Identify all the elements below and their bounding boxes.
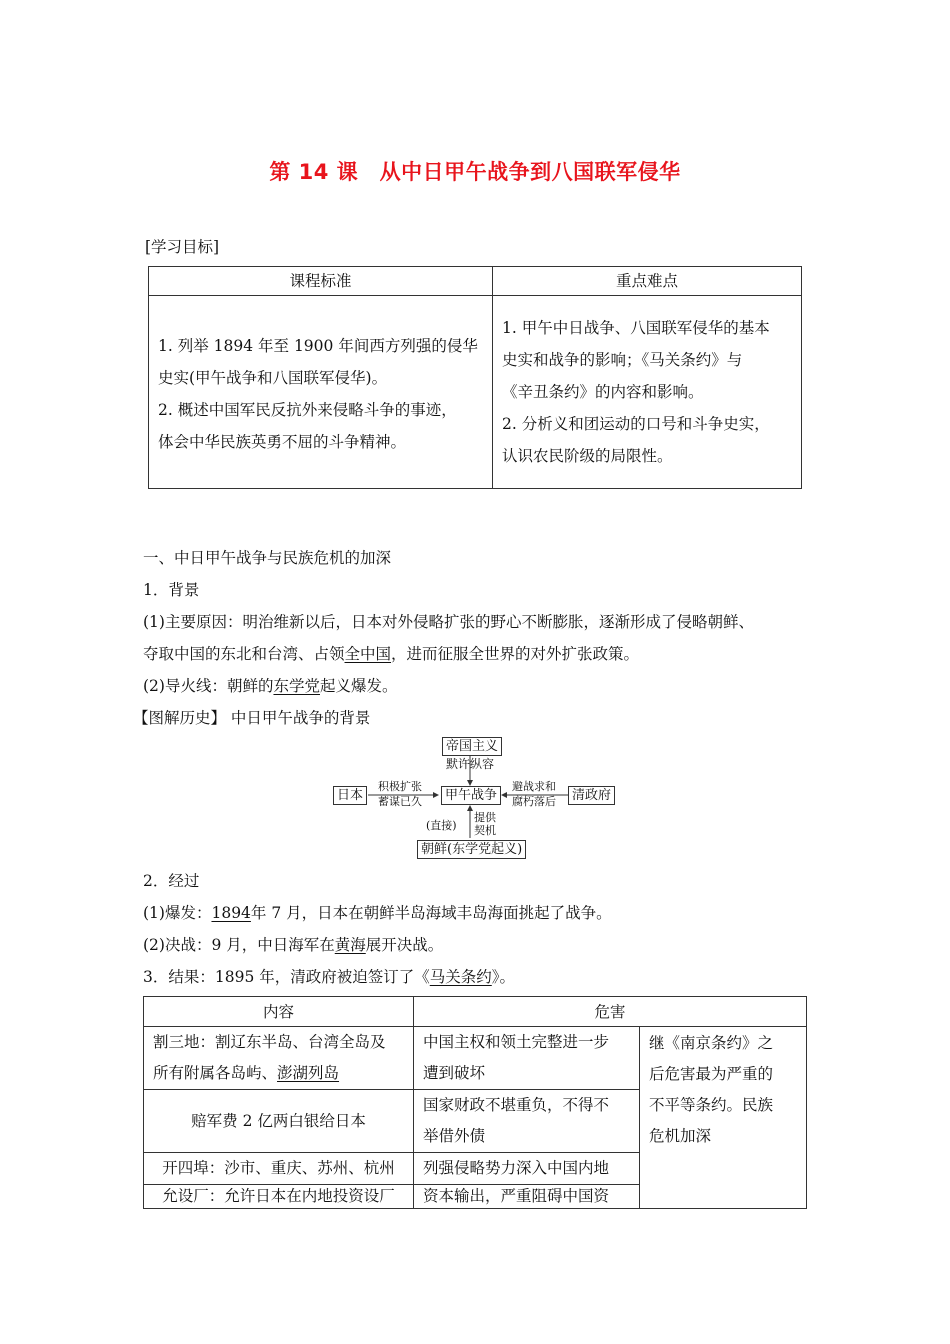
war-node: 甲午战争 bbox=[441, 786, 501, 805]
goal-line: 体会中华民族英勇不屈的斗争精神。 bbox=[158, 433, 407, 451]
main-cause-line2: 夺取中国的东北和台湾、占领全中国，进而征服全世界的对外扩张政策。 bbox=[143, 645, 640, 663]
overall-harm: 继《南京条约》之 后危害最为严重的 不平等条约。民族 危机加深 bbox=[640, 1027, 807, 1209]
curriculum-standards bbox=[149, 296, 493, 489]
japan-label1: 积极扩张 bbox=[378, 780, 422, 793]
key-line: 2. 分析义和团运动的口号和斗争史实， bbox=[502, 415, 770, 433]
main-cause-line1: (1)主要原因：明治维新以后，日本对外侵略扩张的野心不断膨胀，逐渐形成了侵略朝鲜、 bbox=[143, 613, 754, 631]
goals-col2-header: 重点难点 bbox=[493, 267, 802, 296]
section-heading: 一、中日甲午战争与民族危机的加深 bbox=[143, 549, 392, 567]
goals-col1-header: 课程标准 bbox=[149, 267, 493, 296]
goal-line: 史实(甲午战争和八国联军侵华)。 bbox=[158, 369, 388, 387]
qing-label2: 腐朽落后 bbox=[512, 795, 556, 808]
direct-label: (直接) bbox=[426, 819, 457, 832]
goal-line: 2. 概述中国军民反抗外来侵略斗争的事迹， bbox=[158, 401, 457, 419]
header-content: 内容 bbox=[144, 997, 414, 1027]
header-harm: 危害 bbox=[414, 997, 807, 1027]
treaty-row-harm: 列强侵略势力深入中国内地 bbox=[414, 1153, 640, 1185]
opportunity-label2: 契机 bbox=[474, 824, 496, 837]
goals-table bbox=[148, 266, 802, 489]
result-line: 3．结果：1895 年，清政府被迫签订了《马关条约》。 bbox=[143, 968, 516, 986]
imperialism-node: 帝国主义 bbox=[442, 737, 502, 756]
korea-node: 朝鲜(东学党起义) bbox=[417, 840, 526, 859]
treaty-row-harm: 中国主权和领土完整进一步 遭到破坏 bbox=[414, 1027, 640, 1090]
outbreak-line: (1)爆发：1894年 7 月，日本在朝鲜半岛海域丰岛海面挑起了战争。 bbox=[143, 904, 612, 922]
key-line: 史实和战争的影响；《马关条约》与 bbox=[502, 351, 743, 369]
diagram-caption: 【图解历史】 中日甲午战争的背景 bbox=[133, 709, 371, 727]
japan-node: 日本 bbox=[333, 786, 367, 805]
treaty-row-content: 开四埠：沙市、重庆、苏州、杭州 bbox=[144, 1153, 414, 1185]
key-line: 《辛丑条约》的内容和影响。 bbox=[502, 383, 704, 401]
treaty-row-harm: 资本输出，严重阻碍中国资 bbox=[414, 1185, 640, 1209]
treaty-row-harm: 国家财政不堪重负，不得不 举借外债 bbox=[414, 1090, 640, 1153]
battle-line: (2)决战：9 月，中日海军在黄海展开决战。 bbox=[143, 936, 444, 954]
key-points bbox=[493, 296, 802, 489]
tolerate-label: 默许纵容 bbox=[446, 757, 495, 771]
page-title: 第 14 课 从中日甲午战争到八国联军侵华 bbox=[269, 160, 681, 184]
treaty-table bbox=[143, 996, 807, 1209]
background-heading: 1．背景 bbox=[143, 581, 200, 599]
goal-line: 1. 列举 1894 年至 1900 年间西方列强的侵华 bbox=[158, 337, 478, 355]
key-line: 1. 甲午中日战争、八国联军侵华的基本 bbox=[502, 319, 770, 337]
treaty-row-content: 允设厂：允许日本在内地投资设厂 bbox=[144, 1185, 414, 1209]
key-line: 认识农民阶级的局限性。 bbox=[502, 447, 673, 465]
treaty-row-content: 割三地：割辽东半岛、台湾全岛及 所有附属各岛屿、澎湖列岛 bbox=[144, 1027, 414, 1090]
fuse-line: (2)导火线：朝鲜的东学党起义爆发。 bbox=[143, 677, 398, 695]
goals-heading: [学习目标] bbox=[145, 238, 220, 256]
opportunity-label1: 提供 bbox=[474, 811, 496, 824]
qing-node: 清政府 bbox=[568, 786, 615, 805]
qing-label1: 避战求和 bbox=[512, 780, 556, 793]
process-heading: 2．经过 bbox=[143, 872, 200, 890]
japan-label2: 蓄谋已久 bbox=[378, 795, 422, 808]
treaty-row-content: 赔军费 2 亿两白银给日本 bbox=[144, 1090, 414, 1153]
